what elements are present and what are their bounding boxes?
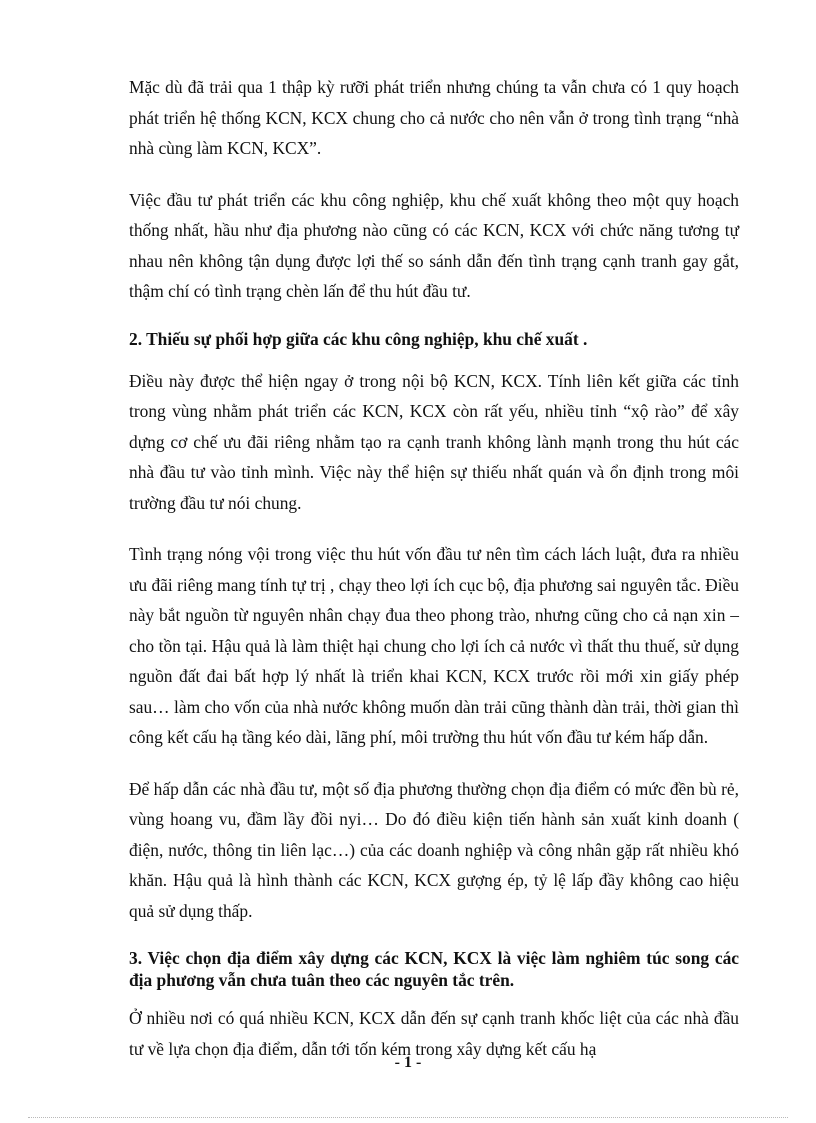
page-bottom-border	[28, 1117, 788, 1118]
document-body	[129, 72, 739, 1085]
section-heading-3: 3. Việc chọn địa điểm xây dựng các KCN, KCX là việc làm nghiêm túc song các địa phương vẫn chưa tuân theo các nguyên tắc trên.	[129, 948, 739, 990]
paragraph-haste: Tình trạng nóng vội trong việc thu hút vốn đầu tư nên tìm cách lách luật, đưa ra nhiều ưu đãi riêng mang tính tự trị , chạy theo lợi ích cục bộ, địa phương sai nguyên tắc. Điều này bắt nguồn từ nguyên nhân chạy đua theo phong trào, nhưng cũng cho cả nạn xin – cho tồn tại. Hậu quả là làm thiệt hại chung cho lợi ích cả nước vì thất thu thuế, sử dụng nguồn đất đai bất hợp lý nhất là triển khai KCN, KCX trước rồi mới xin giấy phép sau… làm cho vốn của nhà nước không muốn dàn trải cũng thành dàn trải, thời gian thì công kết cấu hạ tầng kéo dài, lãng phí, môi trường thu hút vốn đầu tư kém hấp dẫn.	[129, 544, 739, 747]
page-number: - 1 -	[394, 1054, 422, 1071]
paragraph-competition: Ở nhiều nơi có quá nhiều KCN, KCX dẫn đến sự cạnh tranh khốc liệt của các nhà đầu tư về lựa chọn địa điểm, dẫn tới tốn kém trong xây dựng kết cấu hạ	[129, 1008, 739, 1059]
paragraph-location: Để hấp dẫn các nhà đầu tư, một số địa phương thường chọn địa điểm có mức đền bù rẻ, vùng hoang vu, đầm lầy đồi nyi… Do đó điều kiện tiến hành sản xuất kinh doanh ( điện, nước, thông tin liên lạc…) của các doanh nghiệp và công nhân gặp rất nhiều khó khăn. Hậu quả là hình thành các KCN, KCX gượng ép, tỷ lệ lấp đầy không cao hiệu quả sử dụng thấp.	[129, 778, 739, 921]
paragraph-planning: Việc đầu tư phát triển các khu công nghiệp, khu chế xuất không theo một quy hoạch thống nhất, hầu như địa phương nào cũng có các KCN, KCX với chức năng tương tự nhau nên không tận dụng được lợi thế so sánh dẫn đến tình trạng cạnh tranh gay gắt, thậm chí có tình trạng chèn lấn để thu hút đầu tư.	[129, 189, 739, 301]
paragraph-intro: Mặc dù đã trải qua 1 thập kỳ rưỡi phát triển nhưng chúng ta vẫn chưa có 1 quy hoạch phát triển hệ thống KCN, KCX chung cho cả nước cho nên vẫn ở trong tình trạng “nhà nhà cùng làm KCN, KCX”.	[129, 77, 739, 158]
paragraph-coordination: Điều này được thể hiện ngay ở trong nội bộ KCN, KCX. Tính liên kết giữa các tỉnh trong vùng nhằm phát triển các KCN, KCX còn rất yếu, nhiều tỉnh “xộ rào” để xây dựng cơ chế ưu đãi riêng nhằm tạo ra cạnh tranh không lành mạnh trong thu hút các nhà đầu tư vào tỉnh mình. Việc này thể hiện sự thiếu nhất quán và ổn định trong môi trường đầu tư nói chung.	[129, 370, 739, 513]
section-heading-2: 2. Thiếu sự phối hợp giữa các khu công nghiệp, khu chế xuất .	[129, 328, 588, 349]
